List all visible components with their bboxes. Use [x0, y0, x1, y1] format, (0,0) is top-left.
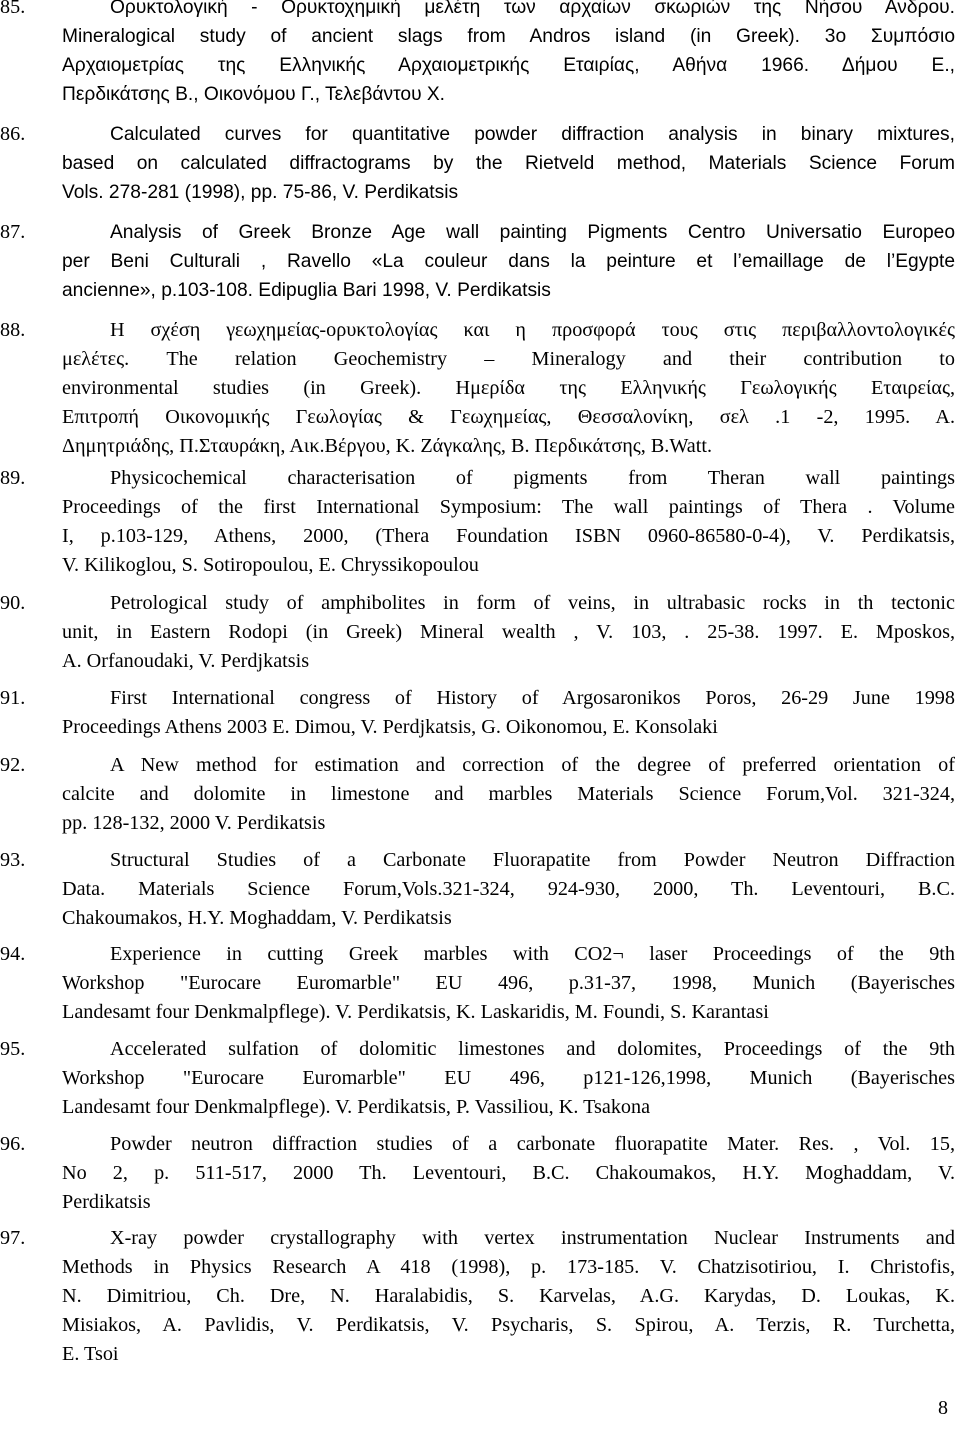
- reference-line: ancienne», p.103-108. Edipuglia Bari 1998, V. Perdikatsis: [62, 280, 551, 301]
- reference-line: unit, in Eastern Rodopi (in Greek) Mineral wealth , V. 103, . 25-38. 1997. E. Mposkos,: [62, 621, 955, 643]
- reference-number: 91.: [0, 687, 26, 709]
- reference-line: pp. 128-132, 2000 V. Perdikatsis: [62, 812, 326, 834]
- reference-line: Proceedings Athens 2003 E. Dimou, V. Perdjkatsis, G. Oikonomou, E. Konsolaki: [62, 716, 718, 738]
- reference-number: 87.: [0, 221, 26, 243]
- reference-line: per Beni Culturali , Ravello «La couleur dans la peinture et l’emaillage de l’Egypte: [62, 251, 955, 272]
- reference-line: N. Dimitriou, Ch. Dre, N. Haralabidis, S. Karvelas, A.G. Karydas, D. Loukas, K.: [62, 1285, 955, 1307]
- reference-line: Perdikatsis: [62, 1191, 151, 1213]
- reference-number: 95.: [0, 1038, 26, 1060]
- reference-line: A. Orfanoudaki, V. Perdjkatsis: [62, 650, 310, 672]
- reference-text: [62, 589, 955, 676]
- reference-line: Landesamt four Denkmalpflege). V. Perdikatsis, P. Vassiliou, K. Tsakona: [62, 1096, 651, 1118]
- reference-number: 89.: [0, 467, 26, 489]
- reference-line: Data. Materials Science Forum,Vols.321-324, 924-930, 2000, Th. Leventouri, B.C.: [62, 878, 955, 900]
- reference-line: A New method for estimation and correction of the degree of preferred orientation of: [110, 754, 955, 776]
- reference-line: Experience in cutting Greek marbles with CO2¬ laser Proceedings of the 9th: [110, 943, 955, 965]
- reference-line: Physicochemical characterisation of pigments from Theran wall paintings: [110, 467, 955, 489]
- reference-line: Powder neutron diffraction studies of a carbonate fluorapatite Mater. Res. , Vol. 15,: [110, 1133, 955, 1155]
- reference-line: Landesamt four Denkmalpflege). V. Perdikatsis, K. Laskaridis, M. Foundi, S. Karantasi: [62, 1001, 769, 1023]
- reference-item: [0, 0, 955, 109]
- reference-line: Ορυκτολογική - Ορυκτοχημική μελέτη των αρχαίων σκωριών της Νήσου Ανδρου.: [110, 0, 955, 18]
- reference-text: [62, 218, 955, 305]
- reference-line: based on calculated diffractograms by the Rietveld method, Materials Science Forum: [62, 153, 955, 174]
- reference-item: [0, 846, 955, 933]
- reference-line: Επιτροπή Οικονομικής Γεωλογίας & Γεωχημείας, Θεσσαλονίκη, σελ .1 -2, 1995. Α.: [62, 406, 955, 428]
- reference-line: Αρχαιομετρίας της Ελληνικής Αρχαιομετρικής Εταιρίας, Αθήνα 1966. Δήμου Ε.,: [62, 55, 955, 76]
- reference-line: Περδικάτσης Β., Οικονόμου Γ., Τελεβάντου Χ.: [62, 84, 446, 105]
- reference-line: Proceedings of the first International Symposium: The wall paintings of Thera . Volume: [62, 496, 955, 518]
- reference-number: 94.: [0, 943, 26, 965]
- reference-line: Calculated curves for quantitative powder diffraction analysis in binary mixtures,: [110, 124, 955, 145]
- reference-line: Η σχέση γεωχημείας-ορυκτολογίας και η προσφορά τους στις περιβαλλοντολογικές: [110, 319, 955, 341]
- reference-item: [0, 218, 955, 305]
- reference-number: 85.: [0, 0, 26, 18]
- reference-text: [62, 120, 955, 207]
- reference-text: [62, 684, 955, 742]
- reference-line: Accelerated sulfation of dolomitic limestones and dolomites, Proceedings of the 9th: [110, 1038, 955, 1060]
- reference-item: [0, 940, 955, 1027]
- reference-item: [0, 1130, 955, 1217]
- reference-line: Mineralogical study of ancient slags from Andros island (in Greek). 3o Συμπόσιο: [62, 26, 955, 47]
- reference-item: [0, 751, 955, 838]
- reference-line: X-ray powder crystallography with vertex instrumentation Nuclear Instruments and: [110, 1227, 955, 1249]
- reference-line: I, p.103-129, Athens, 2000, (Thera Foundation ISBN 0960-86580-0-4), V. Perdikatsis,: [62, 525, 955, 547]
- reference-line: V. Kilikoglou, S. Sotiropoulou, E. Chryssikopoulou: [62, 554, 479, 576]
- reference-line: Methods in Physics Research A 418 (1998), p. 173-185. V. Chatzisotiriou, I. Christofis,: [62, 1256, 955, 1278]
- reference-line: μελέτες. The relation Geochemistry – Mineralogy and their contribution to: [62, 348, 955, 370]
- reference-number: 97.: [0, 1227, 26, 1249]
- reference-text: [62, 846, 955, 933]
- reference-item: [0, 1035, 955, 1122]
- reference-item: [0, 464, 955, 580]
- reference-text: [62, 1224, 955, 1369]
- reference-item: [0, 1224, 955, 1369]
- reference-line: Workshop "Eurocare Euromarble" EU 496, p121-126,1998, Munich (Bayerisches: [62, 1067, 955, 1089]
- reference-text: [62, 1130, 955, 1217]
- reference-line: Workshop "Eurocare Euromarble" EU 496, p.31-37, 1998, Munich (Bayerisches: [62, 972, 955, 994]
- reference-line: Vols. 278-281 (1998), pp. 75-86, V. Perdikatsis: [62, 182, 459, 203]
- reference-line: First International congress of History of Argosaronikos Poros, 26-29 June 1998: [110, 687, 955, 709]
- reference-text: [62, 0, 955, 109]
- reference-line: Misiakos, A. Pavlidis, V. Perdikatsis, V. Psycharis, S. Spirou, A. Terzis, R. Turchetta,: [62, 1314, 955, 1336]
- reference-item: [0, 684, 955, 742]
- reference-text: [62, 751, 955, 838]
- reference-item: [0, 589, 955, 676]
- reference-line: calcite and dolomite in limestone and marbles Materials Science Forum,Vol. 321-324,: [62, 783, 955, 805]
- reference-number: 90.: [0, 592, 26, 614]
- reference-line: environmental studies (in Greek). Ημερίδα της Ελληνικής Γεωλογικής Εταιρείας,: [62, 377, 955, 399]
- reference-number: 96.: [0, 1133, 26, 1155]
- reference-line: E. Tsoi: [62, 1343, 119, 1365]
- reference-text: [62, 940, 955, 1027]
- reference-line: Δημητριάδης, Π.Σταυράκη, Αικ.Βέργου, Κ. Ζάγκαλης, Β. Περδικάτσης, Β.Watt.: [62, 435, 713, 457]
- reference-text: [62, 316, 955, 461]
- reference-line: No 2, p. 511-517, 2000 Th. Leventouri, B.C. Chakoumakos, H.Y. Moghaddam, V.: [62, 1162, 955, 1184]
- page-number: 8: [938, 1397, 948, 1419]
- reference-number: 88.: [0, 319, 26, 341]
- reference-line: Petrological study of amphibolites in form of veins, in ultrabasic rocks in th tectonic: [110, 592, 955, 614]
- reference-text: [62, 1035, 955, 1122]
- reference-text: [62, 464, 955, 580]
- reference-line: Analysis of Greek Bronze Age wall painting Pigments Centro Universatio Europeo: [110, 222, 955, 243]
- reference-item: [0, 316, 955, 461]
- reference-line: Structural Studies of a Carbonate Fluorapatite from Powder Neutron Diffraction: [110, 849, 955, 871]
- reference-number: 93.: [0, 849, 26, 871]
- reference-line: Chakoumakos, H.Y. Moghaddam, V. Perdikatsis: [62, 907, 452, 929]
- reference-number: 86.: [0, 123, 26, 145]
- reference-item: [0, 120, 955, 207]
- reference-number: 92.: [0, 754, 26, 776]
